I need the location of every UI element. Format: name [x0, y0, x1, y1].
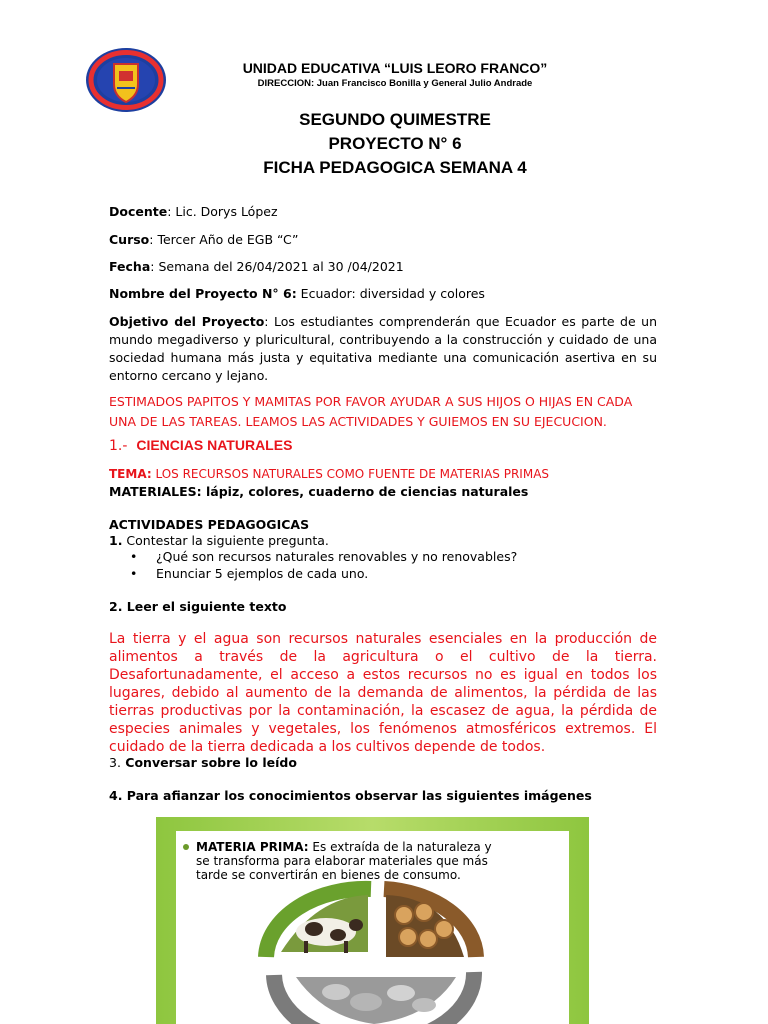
date-label: Fecha [109, 259, 151, 274]
parents-notice: ESTIMADOS PAPITOS Y MAMITAS POR FAVOR AYUDAR A SUS HIJOS O HIJAS EN CADA UNA DE LAS TAREAS. LEAMOS LAS ACTIVIDADES Y GUIEMOS EN SU EJECUCION. [109, 394, 633, 429]
bullet-text: ¿Qué son recursos naturales renovables y no renovables? [156, 549, 518, 564]
materials-line: MATERIALES: lápiz, colores, cuaderno de ciencias naturales [109, 484, 529, 499]
activity-1-text: Contestar la siguiente pregunta. [122, 533, 329, 548]
teacher-value: : Lic. Dorys López [167, 204, 278, 219]
figure-text-1: Es extraída de la naturaleza y [308, 840, 492, 854]
activity-3 [109, 755, 297, 770]
topic-value: LOS RECURSOS NATURALES COMO FUENTE DE MATERIAS PRIMAS [151, 467, 550, 481]
document-titles [200, 108, 590, 180]
project-field [109, 286, 485, 301]
school-logo [84, 46, 168, 114]
project-value: Ecuador: diversidad y colores [296, 286, 485, 301]
svg-text:MATERIA PRIMA: Es extraída de [196, 840, 492, 854]
activity-3-number: 3. [109, 755, 121, 770]
objective-value: : Los estudiantes comprenderán que Ecuador es parte de un mundo megadiverso y pluricultural, contribuyendo a la construcción y cuidado de una sociedad humana más justa y equitativa mediante una comunicación asertiva en su entorno cercano y lejano. [109, 314, 657, 383]
topic-label: TEMA: [109, 467, 152, 481]
objective-label: Objetivo del Proyecto [109, 314, 265, 329]
school-direction: DIRECCION: Juan Francisco Bonilla y General Julio Andrade [257, 78, 533, 89]
course-label: Curso [109, 232, 150, 247]
bullet-icon: • [130, 566, 138, 581]
materia-prima-figure [156, 817, 589, 1024]
activity-1 [109, 533, 329, 548]
project-label: Nombre del Proyecto N° 6: [109, 286, 297, 301]
section-number: 1.- [109, 438, 128, 454]
reading-text: La tierra y el agua son recursos naturales esenciales en la producción de alimentos a través de la agricultura o el cultivo de la tierra. Desafortunadamente, el acceso a estos recursos no es igual en todos los lugares, debido al aumento de la demanda de alimentos, la pérdida de las tierras productivas por la contaminación, la escasez de agua, la pérdida de especies animales y vegetales, los fenómenos atmosféricos extremos. El cuidado de la tierra dedicada a los cultivos depende de todos. [109, 631, 657, 755]
activities-title: ACTIVIDADES PEDAGOGICAS [109, 517, 310, 532]
section-heading [109, 437, 292, 454]
figure-heading: MATERIA PRIMA: [196, 840, 309, 854]
activity-1-number: 1. [109, 533, 123, 548]
bullet-text: Enunciar 5 ejemplos de cada uno. [156, 566, 369, 581]
course-field [109, 232, 298, 247]
section-name: CIENCIAS NATURALES [136, 437, 293, 453]
course-value: : Tercer Año de EGB “C” [149, 232, 299, 247]
date-field [109, 259, 404, 274]
teacher-field [109, 204, 278, 219]
figure-text-2: se transforma para elaborar materiales que más [196, 854, 488, 868]
bullet-item [130, 549, 517, 564]
activity-4: 4. Para afianzar los conocimientos observar las siguientes imágenes [109, 788, 592, 803]
school-name: UNIDAD EDUCATIVA “LUIS LEORO FRANCO” [242, 60, 548, 76]
activity-3-text: Conversar sobre lo leído [120, 755, 297, 770]
title-line: SEGUNDO QUIMESTRE [299, 110, 491, 129]
figure-text-3: tarde se convertirán en bienes de consumo. [196, 868, 461, 882]
title-line: PROYECTO N° 6 [328, 134, 462, 153]
bullet-icon: • [130, 549, 138, 564]
activity-2: 2. Leer el siguiente texto [109, 599, 287, 614]
title-line: FICHA PEDAGOGICA SEMANA 4 [263, 158, 527, 177]
teacher-label: Docente [109, 204, 168, 219]
objective-paragraph [109, 313, 657, 385]
topic-line [109, 467, 549, 481]
bullet-item [130, 566, 368, 581]
date-value: : Semana del 26/04/2021 al 30 /04/2021 [150, 259, 404, 274]
